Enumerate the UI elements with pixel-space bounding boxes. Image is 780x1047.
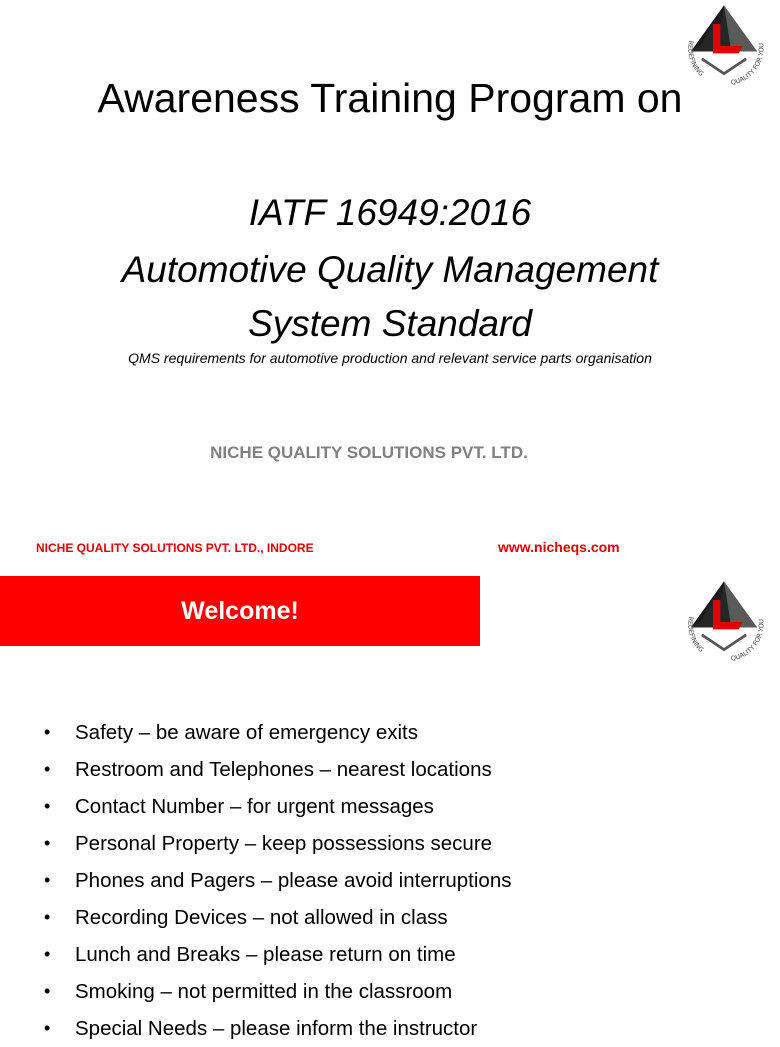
list-item — [44, 973, 512, 1010]
svg-text:REDEFINING: REDEFINING — [686, 616, 706, 654]
list-item-text: Contact Number – for urgent messages — [75, 795, 434, 818]
list-item — [44, 714, 512, 751]
footer-company: NICHE QUALITY SOLUTIONS PVT. LTD., INDORE — [36, 541, 314, 555]
svg-text:QUALITY FOR YOU: QUALITY FOR YOU — [730, 42, 766, 87]
bullet-icon: • — [44, 1018, 51, 1038]
list-item — [44, 862, 512, 899]
standard-name-line-1: Automotive Quality Management — [121, 249, 659, 290]
standard-code: IATF 16949:2016 — [248, 192, 532, 233]
list-item — [44, 788, 512, 825]
welcome-bullet-list — [44, 714, 512, 1047]
list-item-text: Safety – be aware of emergency exits — [75, 721, 418, 744]
list-item-text: Special Needs – please inform the instructor — [75, 1017, 478, 1040]
list-item — [44, 1010, 512, 1047]
list-item-text: Recording Devices – not allowed in class — [75, 906, 448, 929]
bullet-icon: • — [44, 907, 51, 927]
bullet-icon: • — [44, 722, 51, 742]
welcome-banner-title: Welcome! — [181, 597, 299, 625]
list-item — [44, 751, 512, 788]
list-item-text: Lunch and Breaks – please return on time — [75, 943, 456, 966]
bullet-icon: • — [44, 796, 51, 816]
svg-text:REDEFINING: REDEFINING — [686, 40, 706, 78]
footer-website: www.nicheqs.com — [498, 539, 620, 555]
list-item — [44, 899, 512, 936]
list-item-text: Smoking – not permitted in the classroom — [75, 980, 453, 1003]
company-logo-icon — [678, 576, 770, 668]
svg-text:QUALITY FOR YOU: QUALITY FOR YOU — [730, 618, 766, 663]
list-item-text: Restroom and Telephones – nearest locations — [75, 758, 492, 781]
bullet-icon: • — [44, 833, 51, 853]
standard-name-line-2: System Standard — [248, 303, 532, 344]
welcome-slide — [0, 576, 768, 1040]
bullet-icon: • — [44, 944, 51, 964]
list-item — [44, 825, 512, 862]
bullet-icon: • — [44, 981, 51, 1001]
list-item-text: Personal Property – keep possessions secure — [75, 832, 493, 855]
company-name: NICHE QUALITY SOLUTIONS PVT. LTD. — [210, 443, 528, 462]
slide-subtitle: QMS requirements for automotive production and relevant service parts organisation — [128, 350, 652, 366]
bullet-icon: • — [44, 759, 51, 779]
list-item-text: Phones and Pagers – please avoid interruptions — [75, 869, 512, 892]
bullet-icon: • — [44, 870, 51, 890]
slide-title: Awareness Training Program on — [97, 75, 683, 121]
list-item — [44, 936, 512, 973]
